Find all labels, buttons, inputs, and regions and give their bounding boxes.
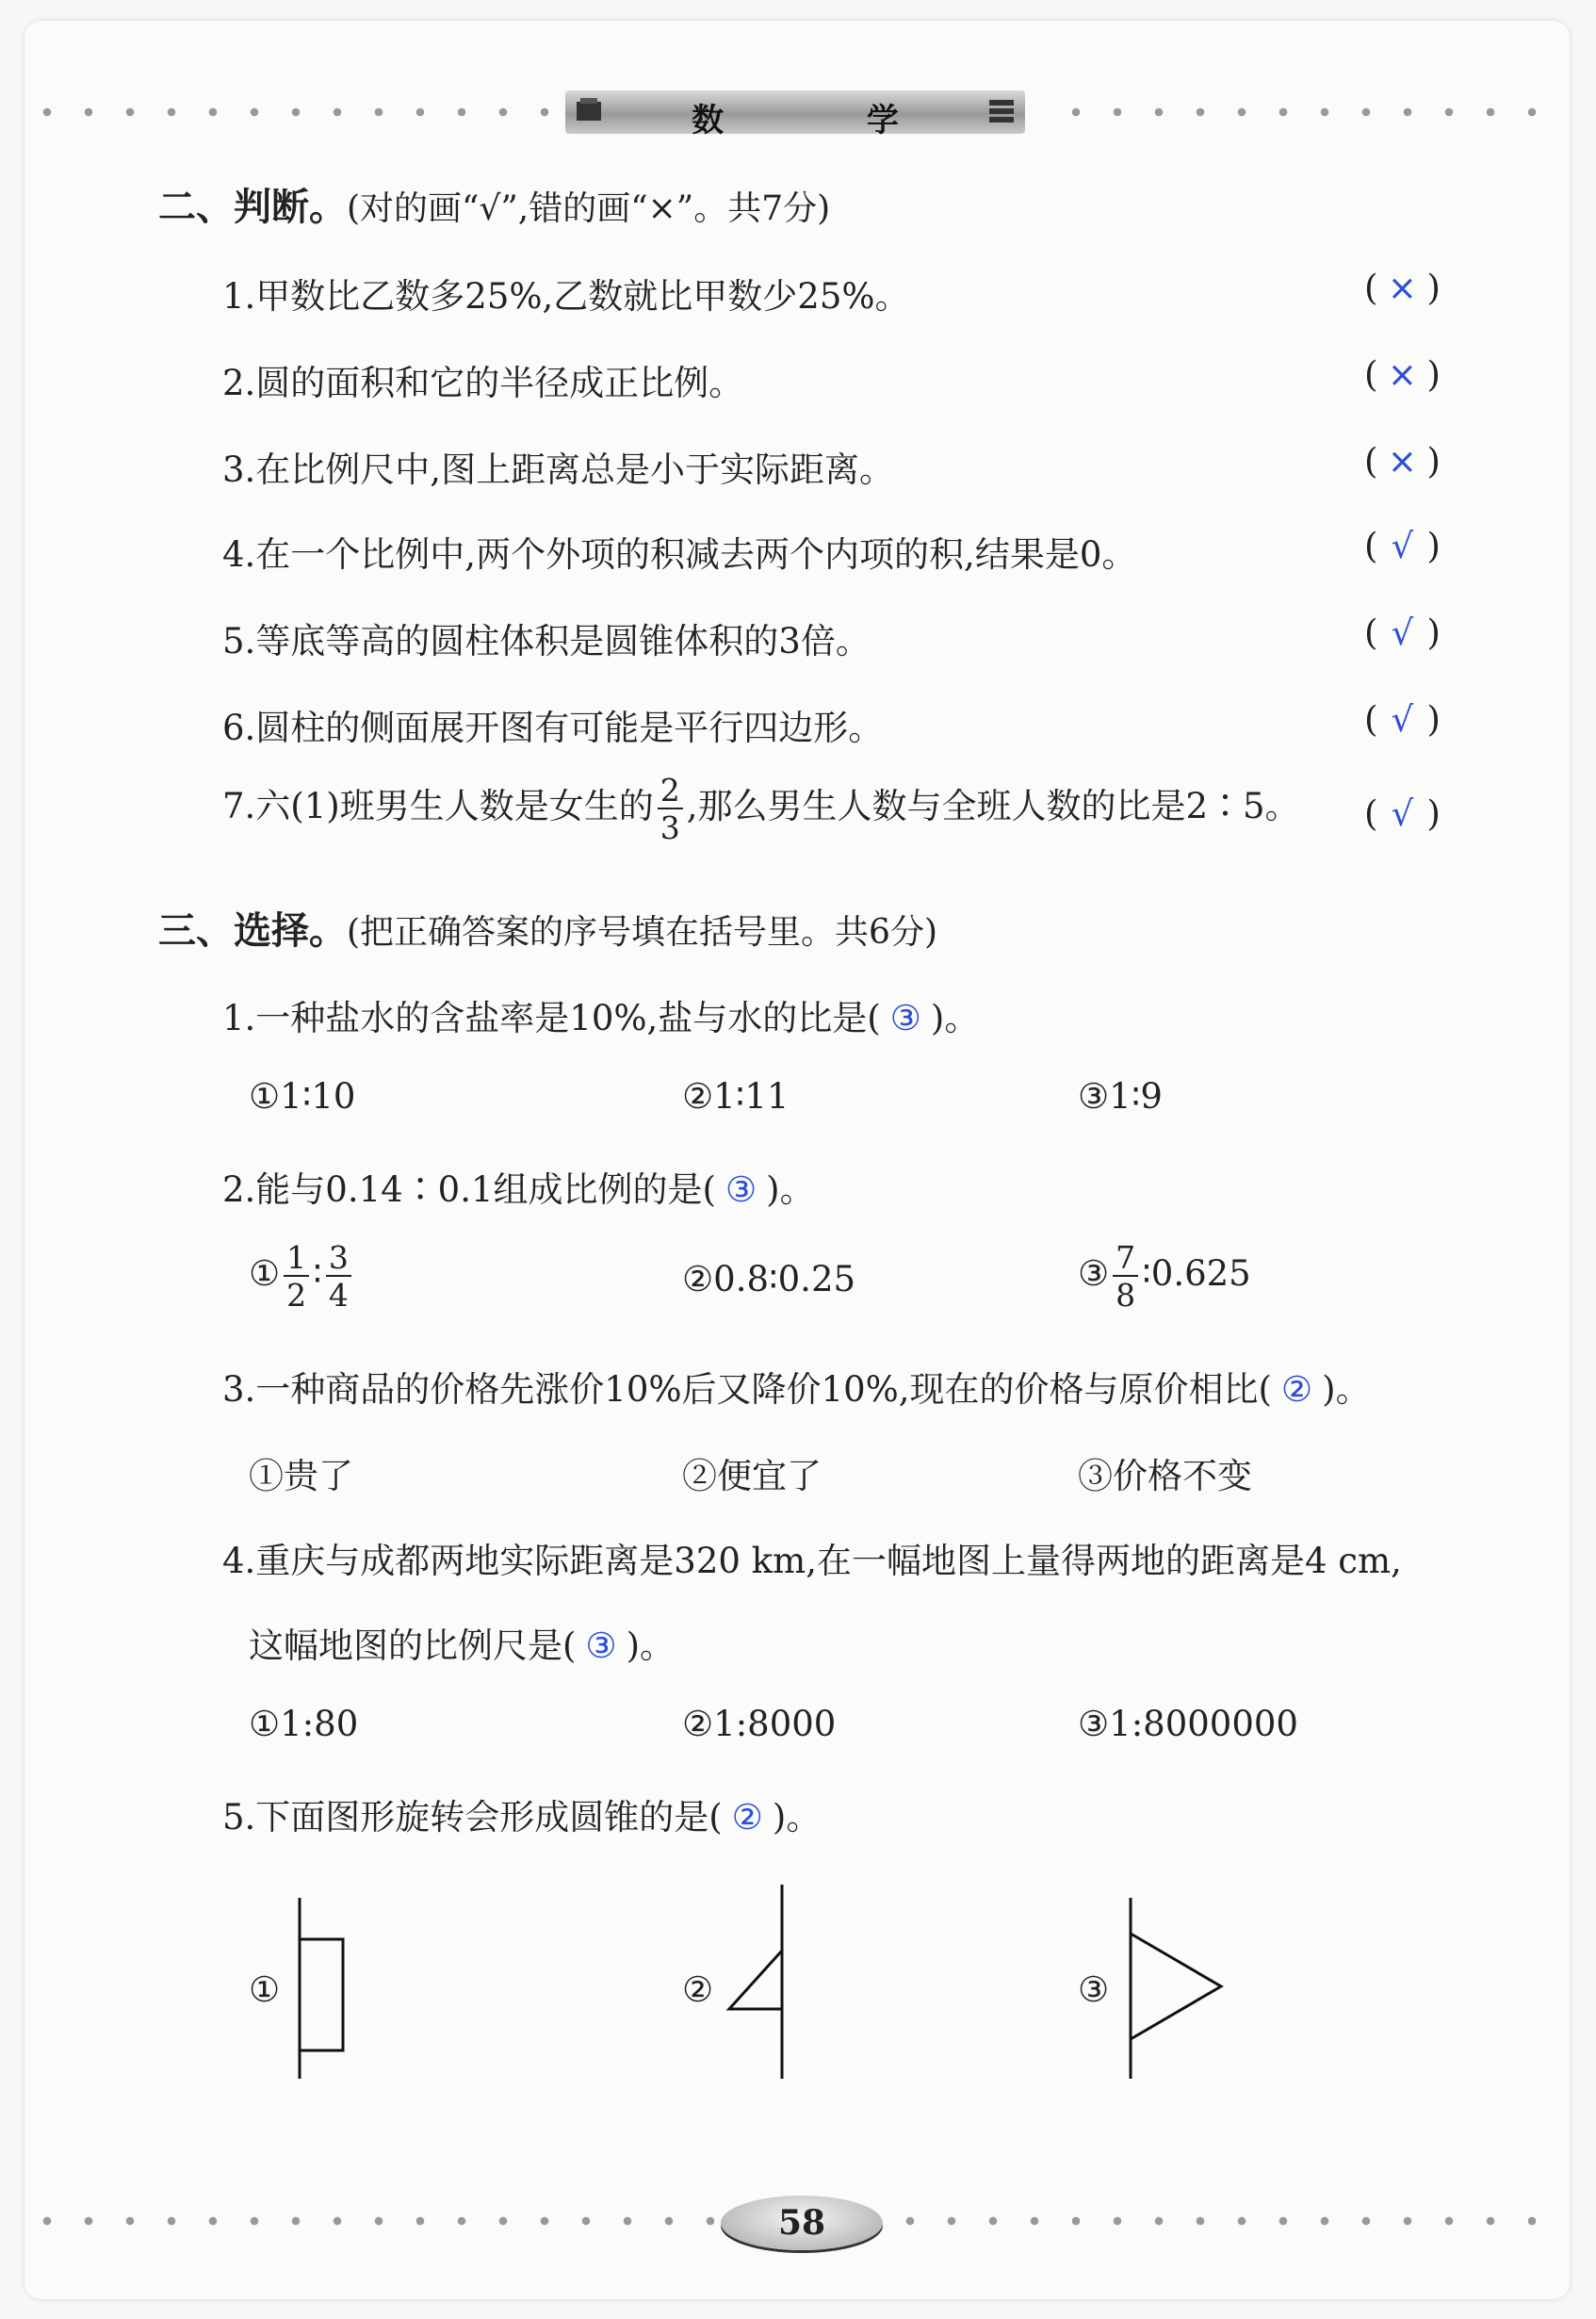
judge-item-5: 5.等底等高的圆柱体积是圆锥体积的3倍。: [222, 621, 871, 661]
judge-section-title: 二、判断。(对的画“√”,错的画“×”。共7分): [158, 186, 831, 229]
option: ②1:8000: [682, 1704, 837, 1744]
subject-title: 数 学: [692, 102, 965, 139]
option: ③1:8000000: [1078, 1704, 1298, 1744]
judge-item-2: 2.圆的面积和它的半径成正比例。: [222, 363, 744, 403]
triangle-on-axis-figure: [716, 1883, 791, 2081]
judge-item-1: 1.甲数比乙数多25%,乙数就比甲数少25%。: [222, 276, 910, 317]
option: ②1∶11: [682, 1076, 790, 1117]
choice-question-5: 5.下面图形旋转会形成圆锥的是( ② )。: [222, 1797, 822, 1837]
option: ①贵了: [249, 1456, 353, 1496]
fraction: $\frac{1}{2}$: [284, 1242, 309, 1311]
judge-answer-1: ( × ): [1364, 268, 1441, 308]
option: ②0.8∶0.25: [682, 1259, 856, 1299]
choice-question-4-line1: 4.重庆与成都两地实际距离是320 km,在一幅地图上量得两地的距离是4 cm,: [222, 1541, 1402, 1581]
header-dots-right: [1055, 107, 1564, 117]
choice-question-2: 2.能与0.14∶0.1组成比例的是( ③ )。: [222, 1169, 815, 1210]
book-icon: [987, 96, 1016, 124]
fraction: $\frac{2}{3}$: [658, 775, 683, 843]
triangle-base-on-axis-figure: [1117, 1894, 1230, 2082]
rectangle-beside-axis-figure: [283, 1894, 358, 2082]
judge-answer-5: ( √ ): [1364, 612, 1441, 653]
choice-question-4-line2: 这幅地图的比例尺是( ③ )。: [249, 1625, 676, 1666]
page-number: 58: [777, 2203, 826, 2243]
choice-section-note: (把正确答案的序号填在括号里。共6分): [347, 913, 937, 952]
header-dots-left: [26, 107, 554, 117]
choice-answer-3: ②: [1280, 1369, 1313, 1410]
judge-answer-4: ( √ ): [1364, 526, 1441, 566]
option: ①1:80: [249, 1704, 359, 1744]
judge-section-note: (对的画“√”,错的画“×”。共7分): [347, 189, 831, 228]
page-number-badge: [721, 2196, 883, 2250]
figure-label: ②: [682, 1969, 714, 2010]
option: ②便宜了: [682, 1456, 822, 1496]
fraction: $\frac{3}{4}$: [326, 1242, 351, 1311]
judge-answer-7: ( √ ): [1364, 793, 1441, 834]
choice-answer-1: ③: [889, 998, 921, 1038]
option: ①1∶10: [249, 1076, 356, 1117]
judge-item-4: 4.在一个比例中,两个外项的积减去两个内项的积,结果是0。: [222, 534, 1137, 575]
judge-answer-6: ( √ ): [1364, 699, 1441, 740]
option: ③1∶9: [1078, 1076, 1163, 1117]
choice-section-title: 三、选择。(把正确答案的序号填在括号里。共6分): [158, 909, 937, 953]
judge-item-7: 7.六(1)班男生人数是女生的 $\frac{2}{3}$ ,那么男生人数与全班人数的比是2∶5。: [222, 772, 1300, 846]
footer-dots-right: [889, 2216, 1564, 2226]
header-bar: [565, 90, 1025, 139]
choice-answer-2: ③: [725, 1169, 757, 1210]
choice-question-1: 1.一种盐水的含盐率是10%,盐与水的比是( ③ )。: [222, 998, 980, 1038]
choice-answer-5: ②: [731, 1797, 763, 1837]
judge-answer-3: ( × ): [1364, 441, 1441, 482]
fraction: $\frac{7}{8}$: [1113, 1242, 1138, 1311]
judge-item-3: 3.在比例尺中,图上距离总是小于实际距离。: [222, 449, 895, 490]
judge-answer-2: ( × ): [1364, 354, 1441, 395]
option: ③ $\frac{7}{8}$ ∶0.625: [1078, 1239, 1251, 1314]
choice-question-3: 3.一种商品的价格先涨价10%后又降价10%,现在的价格与原价相比( ② )。: [222, 1369, 1371, 1410]
option: ③价格不变: [1078, 1456, 1252, 1496]
figure-label: ③: [1078, 1969, 1110, 2010]
figure-label: ①: [249, 1969, 281, 2010]
judge-item-6: 6.圆柱的侧面展开图有可能是平行四边形。: [222, 708, 884, 748]
option: ① $\frac{1}{2}$ ∶ $\frac{3}{4}$: [249, 1242, 355, 1311]
choice-answer-4: ③: [585, 1625, 617, 1666]
footer-dots-left: [26, 2216, 714, 2226]
